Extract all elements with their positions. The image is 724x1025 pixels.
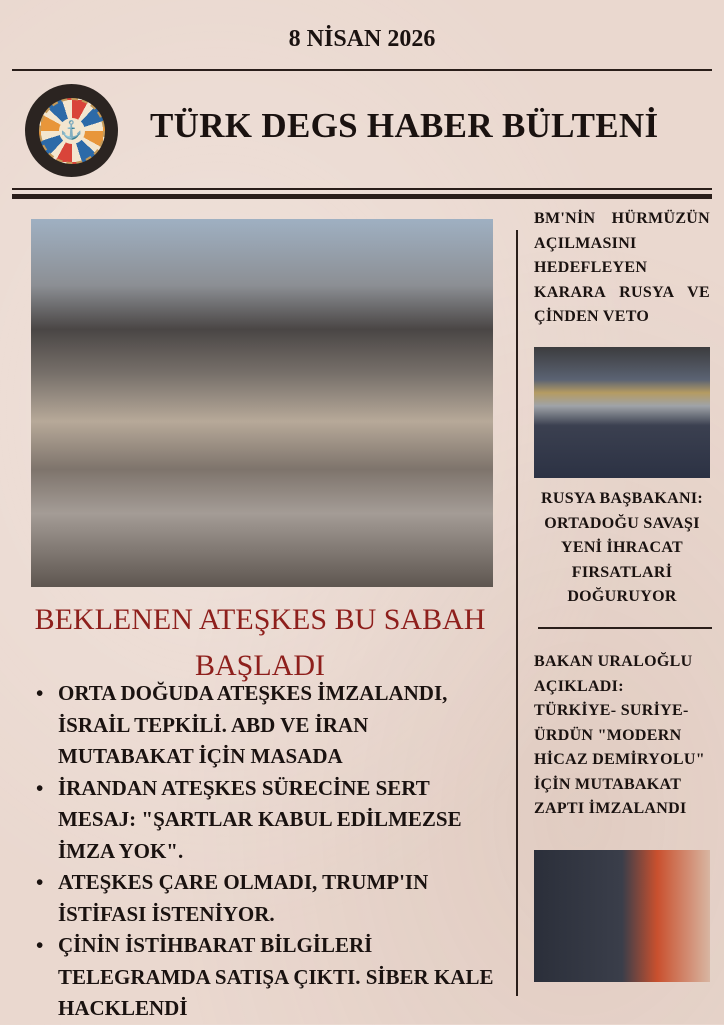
minister-speech-image — [534, 850, 710, 982]
list-item: • İRANDAN ATEŞKES SÜRECİNE SERT MESAJ: "ŞARTLAR KABUL EDİLMEZSE İMZA YOK". — [36, 773, 506, 868]
sidebar-story-railway: BAKAN URALOĞLU AÇIKLADI: TÜRKİYE- SURİYE- ÜRDÜN "MODERN HİCAZ DEMİRYOLU" İÇİN MUTABAKAT ZAPTI İMZALANDI — [534, 653, 705, 817]
divider — [12, 188, 712, 190]
issue-date: 8 NİSAN 2026 — [288, 26, 436, 52]
newsletter-title: TÜRK DEGS HABER BÜLTENİ — [150, 106, 659, 145]
sidebar-story-russia: RUSYA BAŞBAKANI: ORTADOĞU SAVAŞI YENİ İHRACAT FIRSATLARİ DOĞURUYOR — [540, 490, 704, 605]
un-security-council-image — [534, 347, 710, 478]
main-headline: BEKLENEN ATEŞKES BU SABAH BAŞLADI — [34, 603, 486, 682]
sidebar-story-veto: BM'NİN HÜRMÜZÜN AÇILMASINI HEDEFLEYEN KARARA RUSYA VE ÇİNDEN VETO — [534, 210, 710, 325]
logo — [25, 84, 118, 177]
main-story-image — [31, 219, 493, 587]
list-item: • ATEŞKES ÇARE OLMADI, TRUMP'IN İSTİFASI İSTENİYOR. — [36, 867, 506, 930]
divider — [538, 627, 712, 629]
column-divider — [516, 230, 518, 996]
news-bullet-list — [36, 678, 506, 1025]
anchor-compass-icon: ⚓ — [59, 118, 85, 144]
list-item: • ÇİNİN İSTİHBARAT BİLGİLERİ TELEGRAMDA SATIŞA ÇIKTI. SİBER KALE HACKLENDİ — [36, 930, 506, 1025]
divider — [12, 194, 712, 199]
divider — [12, 69, 712, 71]
list-item: • ORTA DOĞUDA ATEŞKES İMZALANDI, İSRAİL TEPKİLİ. ABD VE İRAN MUTABAKAT İÇİN MASADA — [36, 678, 506, 773]
